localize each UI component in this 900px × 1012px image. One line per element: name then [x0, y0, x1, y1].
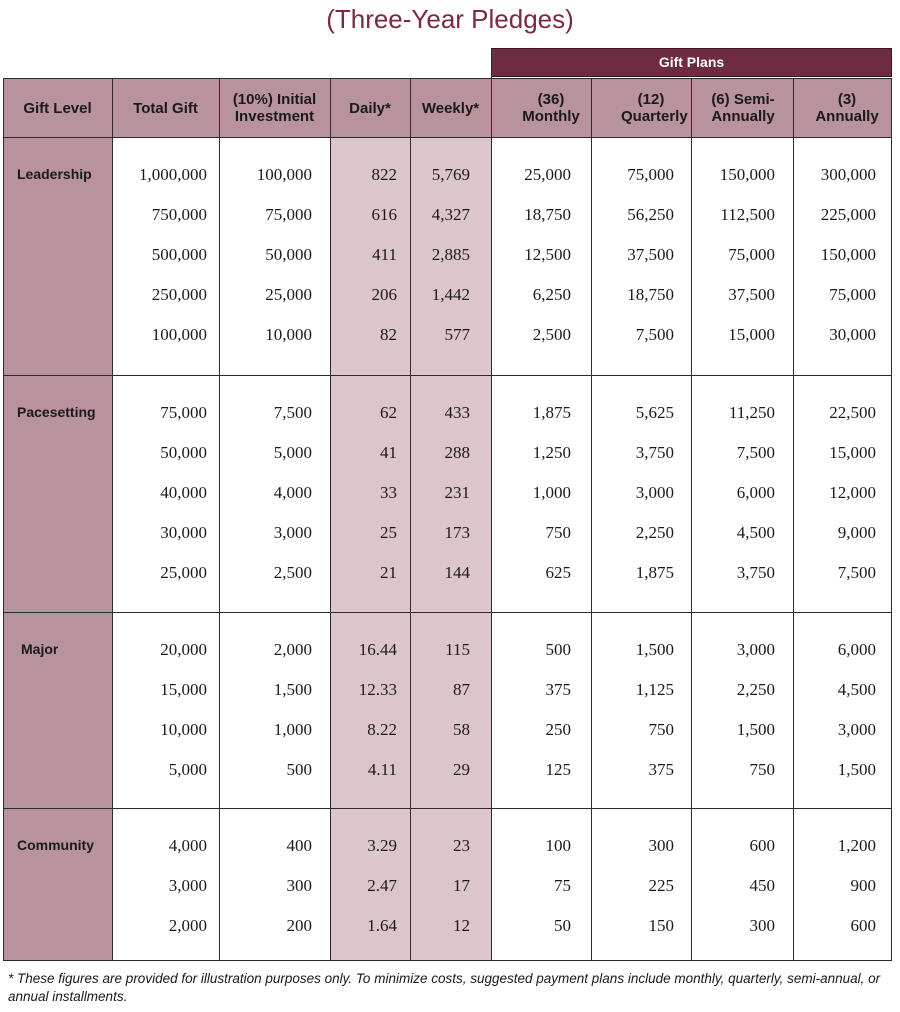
- cell-weekly: 288: [444, 443, 470, 462]
- cell-quarterly: 1,500: [635, 640, 674, 659]
- cell-monthly: 375: [545, 680, 571, 699]
- cell-annually: 300,000: [820, 165, 876, 184]
- cell-monthly: 1,250: [532, 443, 571, 462]
- header-total-gift-label: Total Gift: [133, 99, 198, 117]
- cell-initial-investment: 1,000: [273, 720, 312, 739]
- cell-initial-investment: 100,000: [256, 165, 312, 184]
- cell-daily: 206: [371, 285, 397, 304]
- header-total-gift: [112, 78, 219, 138]
- cell-weekly: 577: [444, 325, 470, 344]
- cell-semi-annually: 3,750: [736, 563, 775, 582]
- gift-level-label: Leadership: [17, 166, 92, 182]
- cell-weekly: 17: [453, 876, 470, 895]
- header-gift-level: [3, 78, 112, 138]
- cell-total-gift: 3,000: [168, 876, 207, 895]
- cell-monthly: 1,875: [532, 403, 571, 422]
- cell-initial-investment: 50,000: [265, 245, 312, 264]
- header-monthly: [491, 78, 591, 138]
- cell-annually: 4,500: [837, 680, 876, 699]
- header-daily: [330, 78, 410, 138]
- cell-monthly: 2,500: [532, 325, 571, 344]
- cell-total-gift: 750,000: [151, 205, 207, 224]
- cell-total-gift: 15,000: [160, 680, 207, 699]
- header-daily-label: Daily*: [349, 99, 391, 117]
- page-title: (Three-Year Pledges): [326, 4, 574, 34]
- header-weekly-label: Weekly*: [421, 99, 480, 117]
- cell-quarterly: 1,875: [635, 563, 674, 582]
- column-divider: [330, 78, 331, 961]
- column-divider: [891, 78, 892, 961]
- cell-semi-annually: 6,000: [736, 483, 775, 502]
- cell-initial-investment: 1,500: [273, 680, 312, 699]
- cell-quarterly: 750: [648, 720, 674, 739]
- table-bottom-rule: [3, 960, 892, 961]
- cell-annually: 9,000: [837, 523, 876, 542]
- cell-total-gift: 2,000: [168, 916, 207, 935]
- cell-initial-investment: 4,000: [273, 483, 312, 502]
- cell-semi-annually: 75,000: [728, 245, 775, 264]
- cell-annually: 6,000: [837, 640, 876, 659]
- column-divider: [793, 78, 794, 961]
- gift-level-label: Community: [17, 837, 94, 853]
- cell-monthly: 625: [545, 563, 571, 582]
- cell-monthly: 100: [545, 836, 571, 855]
- cell-quarterly: 2,250: [635, 523, 674, 542]
- cell-weekly: 58: [453, 720, 470, 739]
- cell-total-gift: 40,000: [160, 483, 207, 502]
- cell-semi-annually: 1,500: [736, 720, 775, 739]
- cell-weekly: 12: [453, 916, 470, 935]
- cell-semi-annually: 600: [749, 836, 775, 855]
- cell-initial-investment: 3,000: [273, 523, 312, 542]
- cell-initial-investment: 2,500: [273, 563, 312, 582]
- group-divider: [3, 808, 892, 809]
- cell-total-gift: 4,000: [168, 836, 207, 855]
- cell-semi-annually: 150,000: [719, 165, 775, 184]
- cell-annually: 22,500: [829, 403, 876, 422]
- cell-annually: 3,000: [837, 720, 876, 739]
- header-annually: [793, 78, 892, 138]
- header-annually-label: (3) Annually: [815, 91, 879, 125]
- cell-initial-investment: 75,000: [265, 205, 312, 224]
- group-divider: [3, 612, 892, 613]
- cell-quarterly: 150: [648, 916, 674, 935]
- cell-quarterly: 18,750: [627, 285, 674, 304]
- cell-total-gift: 10,000: [160, 720, 207, 739]
- column-divider: [691, 78, 692, 961]
- cell-semi-annually: 11,250: [728, 403, 775, 422]
- cell-total-gift: 50,000: [160, 443, 207, 462]
- header-initial-investment: [219, 78, 330, 138]
- cell-annually: 15,000: [829, 443, 876, 462]
- cell-quarterly: 3,750: [635, 443, 674, 462]
- cell-quarterly: 56,250: [627, 205, 674, 224]
- cell-weekly: 231: [444, 483, 470, 502]
- cell-weekly: 144: [444, 563, 470, 582]
- cell-monthly: 1,000: [532, 483, 571, 502]
- cell-semi-annually: 15,000: [728, 325, 775, 344]
- cell-total-gift: 250,000: [151, 285, 207, 304]
- cell-semi-annually: 4,500: [736, 523, 775, 542]
- cell-daily: 2.47: [367, 876, 397, 895]
- cell-annually: 225,000: [820, 205, 876, 224]
- cell-weekly: 433: [444, 403, 470, 422]
- cell-quarterly: 75,000: [627, 165, 674, 184]
- header-semi-annually-label: (6) Semi-Annually: [711, 91, 775, 125]
- cell-weekly: 173: [444, 523, 470, 542]
- header-quarterly: [591, 78, 691, 138]
- cell-semi-annually: 3,000: [736, 640, 775, 659]
- cell-weekly: 5,769: [431, 165, 470, 184]
- cell-daily: 21: [380, 563, 397, 582]
- cell-monthly: 500: [545, 640, 571, 659]
- cell-monthly: 50: [554, 916, 571, 935]
- cell-total-gift: 100,000: [151, 325, 207, 344]
- cell-annually: 7,500: [837, 563, 876, 582]
- cell-semi-annually: 2,250: [736, 680, 775, 699]
- cell-annually: 1,200: [837, 836, 876, 855]
- cell-total-gift: 25,000: [160, 563, 207, 582]
- cell-daily: 41: [380, 443, 397, 462]
- cell-quarterly: 1,125: [635, 680, 674, 699]
- gift-level-label: Major: [21, 641, 59, 657]
- header-weekly: [410, 78, 491, 138]
- cell-quarterly: 300: [648, 836, 674, 855]
- cell-monthly: 12,500: [524, 245, 571, 264]
- cell-annually: 75,000: [829, 285, 876, 304]
- cell-annually: 12,000: [829, 483, 876, 502]
- cell-quarterly: 3,000: [635, 483, 674, 502]
- cell-semi-annually: 750: [749, 760, 775, 779]
- cell-daily: 62: [380, 403, 397, 422]
- cell-daily: 8.22: [367, 720, 397, 739]
- cell-initial-investment: 500: [286, 760, 312, 779]
- footnote: * These figures are provided for illustration purposes only. To minimize costs, suggested payment plans include monthly, quarterly, semi-annual, or annual installments.: [8, 971, 881, 1004]
- cell-semi-annually: 112,500: [720, 205, 775, 224]
- cell-total-gift: 20,000: [160, 640, 207, 659]
- cell-daily: 25: [380, 523, 397, 542]
- group-divider: [3, 375, 892, 376]
- cell-daily: 12.33: [358, 680, 397, 699]
- cell-initial-investment: 25,000: [265, 285, 312, 304]
- cell-total-gift: 5,000: [168, 760, 207, 779]
- cell-annually: 600: [850, 916, 876, 935]
- cell-total-gift: 30,000: [160, 523, 207, 542]
- column-divider: [591, 78, 592, 961]
- cell-weekly: 115: [445, 640, 470, 659]
- cell-total-gift: 1,000,000: [139, 165, 207, 184]
- cell-initial-investment: 5,000: [273, 443, 312, 462]
- cell-daily: 4.11: [367, 760, 397, 779]
- cell-quarterly: 375: [648, 760, 674, 779]
- cell-total-gift: 75,000: [160, 403, 207, 422]
- cell-weekly: 1,442: [431, 285, 470, 304]
- header-gift-level-label: Gift Level: [23, 99, 92, 117]
- cell-initial-investment: 300: [286, 876, 312, 895]
- column-divider: [491, 78, 492, 961]
- column-divider: [112, 78, 113, 961]
- cell-annually: 900: [850, 876, 876, 895]
- header-initial-investment-label: (10%) Initial Investment: [232, 91, 317, 125]
- header-monthly-label: (36) Monthly: [522, 91, 580, 125]
- cell-monthly: 125: [545, 760, 571, 779]
- cell-annually: 150,000: [820, 245, 876, 264]
- cell-daily: 411: [372, 245, 397, 264]
- cell-weekly: 4,327: [431, 205, 470, 224]
- header-semi-annually: [691, 78, 793, 138]
- cell-monthly: 750: [545, 523, 571, 542]
- cell-semi-annually: 450: [749, 876, 775, 895]
- cell-initial-investment: 10,000: [265, 325, 312, 344]
- cell-semi-annually: 300: [749, 916, 775, 935]
- cell-daily: 822: [371, 165, 397, 184]
- cell-daily: 82: [380, 325, 397, 344]
- cell-daily: 33: [380, 483, 397, 502]
- cell-weekly: 29: [453, 760, 470, 779]
- cell-semi-annually: 7,500: [736, 443, 775, 462]
- cell-daily: 1.64: [367, 916, 397, 935]
- banner-divider: [491, 48, 492, 78]
- cell-monthly: 75: [554, 876, 571, 895]
- cell-monthly: 25,000: [524, 165, 571, 184]
- cell-weekly: 23: [453, 836, 470, 855]
- cell-initial-investment: 200: [286, 916, 312, 935]
- cell-semi-annually: 37,500: [728, 285, 775, 304]
- cell-monthly: 6,250: [532, 285, 571, 304]
- cell-quarterly: 7,500: [635, 325, 674, 344]
- cell-quarterly: 5,625: [635, 403, 674, 422]
- cell-daily: 16.44: [358, 640, 397, 659]
- cell-weekly: 87: [453, 680, 470, 699]
- cell-quarterly: 225: [648, 876, 674, 895]
- column-divider: [410, 78, 411, 961]
- cell-initial-investment: 400: [286, 836, 312, 855]
- cell-weekly: 2,885: [431, 245, 470, 264]
- header-quarterly-label: (12) Quarterly: [621, 91, 688, 125]
- cell-quarterly: 37,500: [627, 245, 674, 264]
- cell-total-gift: 500,000: [151, 245, 207, 264]
- cell-initial-investment: 2,000: [273, 640, 312, 659]
- cell-initial-investment: 7,500: [273, 403, 312, 422]
- cell-monthly: 18,750: [524, 205, 571, 224]
- gift-level-label: Pacesetting: [17, 404, 96, 420]
- cell-daily: 616: [371, 205, 397, 224]
- cell-annually: 30,000: [829, 325, 876, 344]
- column-divider: [219, 78, 220, 961]
- gift-plans-banner: Gift Plans: [491, 48, 892, 77]
- cell-annually: 1,500: [837, 760, 876, 779]
- cell-daily: 3.29: [367, 836, 397, 855]
- column-divider: [3, 78, 4, 961]
- cell-monthly: 250: [545, 720, 571, 739]
